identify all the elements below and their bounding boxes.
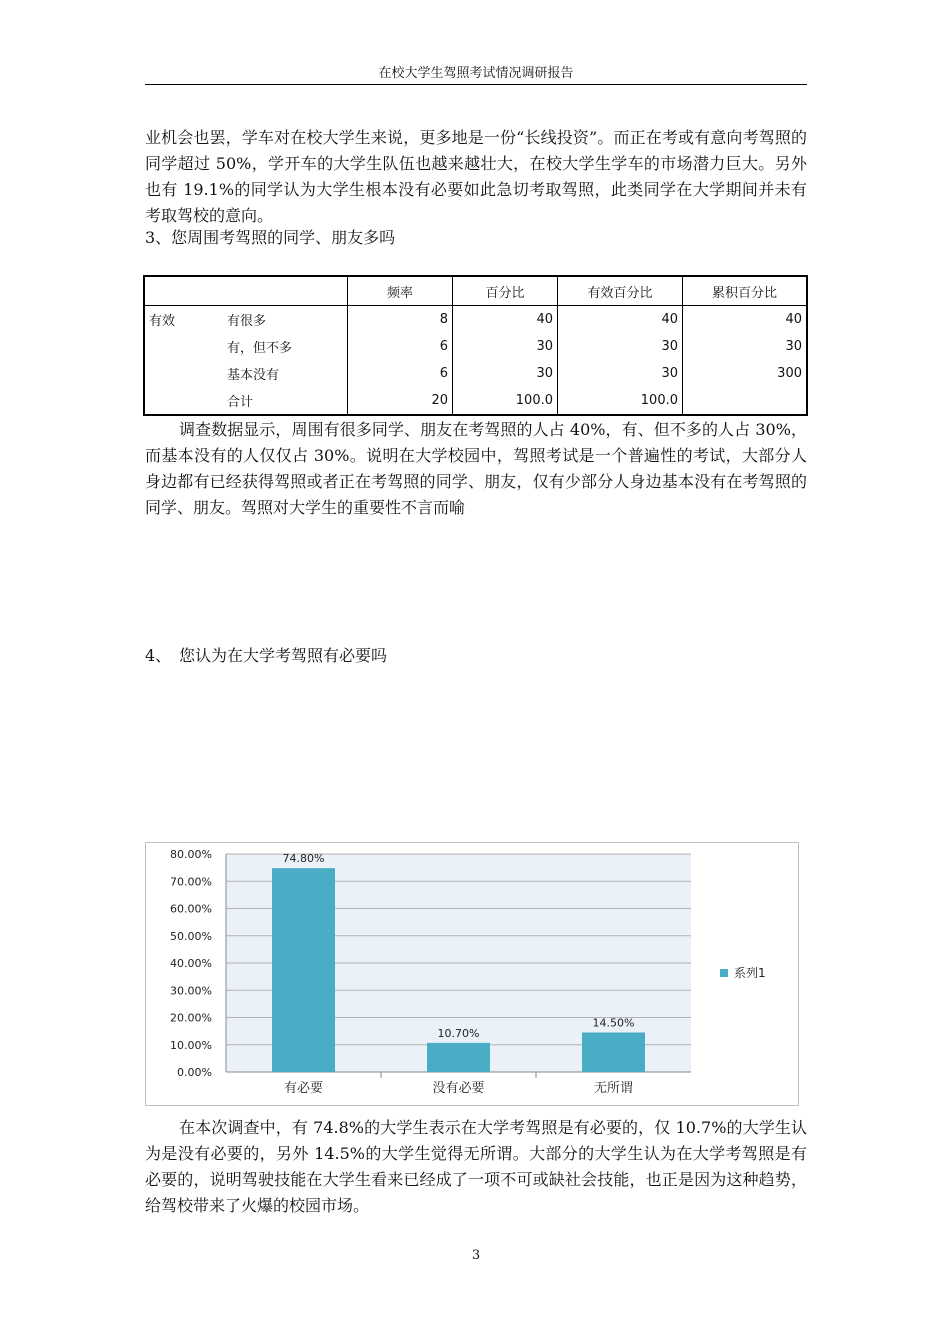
data-label: 10.70% <box>437 1026 480 1040</box>
header-rule <box>145 84 807 85</box>
cell-valid-percent: 30 <box>558 333 683 360</box>
cell-valid-percent: 100.0 <box>558 387 683 415</box>
table-header-row <box>144 276 807 306</box>
bar <box>582 1032 645 1072</box>
header-cumulative-percent: 累积百分比 <box>683 276 808 306</box>
cell-freq: 6 <box>348 360 453 387</box>
legend-swatch <box>720 969 728 977</box>
bar <box>272 868 335 1072</box>
header-blank <box>144 276 223 306</box>
row-label: 有，但不多 <box>227 341 293 356</box>
paragraph-chart-analysis: 在本次调查中，有 74.8%的大学生表示在大学考驾照是有必要的，仅 10.7%的大学生认为是没有必要的，另外 14.5%的大学生觉得无所谓。大部分的大学生认为在大学考驾照是有必要的，说明驾驶技能在大学生看来已经成了一项不可或缺社会技能，也正是因为这种趋势，给驾校带来了火爆的校园市场。 <box>145 1118 807 1215</box>
table-row <box>144 306 807 334</box>
header-valid-percent: 有效百分比 <box>558 276 683 306</box>
table-row <box>144 333 807 360</box>
cell-valid-percent: 30 <box>558 360 683 387</box>
bar-chart <box>145 842 799 1106</box>
question-4-text: 您认为在大学考驾照有必要吗 <box>179 646 388 665</box>
data-label: 74.80% <box>282 852 325 866</box>
table-row <box>144 387 807 415</box>
group-label-empty <box>144 333 223 360</box>
question-4-number: 4、 <box>145 646 172 665</box>
legend-label: 系列1 <box>734 966 766 980</box>
y-tick-label: 0.00% <box>177 1066 212 1079</box>
cell-freq: 20 <box>348 387 453 415</box>
cell-freq: 6 <box>348 333 453 360</box>
cell-percent: 30 <box>453 333 558 360</box>
cell-percent: 40 <box>453 306 558 334</box>
group-label-empty <box>144 387 223 415</box>
row-label: 基本没有 <box>227 368 280 383</box>
row-label: 合计 <box>227 395 254 410</box>
cell-freq: 8 <box>348 306 453 334</box>
bar <box>427 1043 490 1072</box>
frequency-table <box>143 275 808 416</box>
y-tick-label: 50.00% <box>170 929 212 943</box>
cell-valid-percent: 40 <box>558 306 683 334</box>
y-tick-label: 70.00% <box>170 875 212 889</box>
cell-cumulative-percent: 300 <box>683 360 808 387</box>
table-row <box>144 360 807 387</box>
y-tick-label: 20.00% <box>170 1011 212 1025</box>
cell-percent: 30 <box>453 360 558 387</box>
question-3-heading: 3、您周围考驾照的同学、朋友多吗 <box>145 228 396 247</box>
group-label-empty <box>144 360 223 387</box>
y-tick-label: 40.00% <box>170 957 212 970</box>
cell-percent: 100.0 <box>453 387 558 415</box>
x-tick-label: 没有必要 <box>432 1081 485 1096</box>
page-header-title: 在校大学生驾照考试情况调研报告 <box>378 66 574 81</box>
header-percent: 百分比 <box>453 276 558 306</box>
question-4-heading <box>145 645 387 667</box>
header-freq: 频率 <box>348 276 453 306</box>
bar-chart-svg <box>146 843 798 1105</box>
page-number: 3 <box>471 1248 481 1263</box>
data-label: 14.50% <box>592 1016 635 1030</box>
header-blank <box>223 276 348 306</box>
y-tick-label: 60.00% <box>170 902 212 916</box>
paragraph-intro: 业机会也罢，学车对在校大学生来说，更多地是一份“长线投资”。而正在考或有意向考驾照的同学超过 50%，学开车的大学生队伍也越来越壮大，在校大学生学车的市场潜力巨大。另外也有 19.1%的同学认为大学生根本没有必要如此急切考取驾照，此类同学在大学期间并未有考取驾校的意向。 <box>145 128 807 225</box>
x-tick-label: 有必要 <box>283 1081 324 1096</box>
cell-cumulative-percent: 40 <box>683 306 808 334</box>
y-tick-label: 80.00% <box>170 848 212 861</box>
cell-cumulative-percent: 30 <box>683 333 808 360</box>
x-tick-label: 无所谓 <box>593 1081 634 1096</box>
cell-cumulative-percent <box>683 387 808 415</box>
y-tick-label: 10.00% <box>170 1038 212 1052</box>
row-label: 有很多 <box>227 314 267 329</box>
paragraph-table-analysis: 调查数据显示，周围有很多同学、朋友在考驾照的人占 40%，有、但不多的人占 30%，而基本没有的人仅仅占 30%。说明在大学校园中，驾照考试是一个普遍性的考试，大部分人身边都有已经获得驾照或者正在考驾照的同学、朋友，仅有少部分人身边基本没有在考驾照的同学、朋友。驾照对大学生的重要性不言而喻 <box>145 420 807 517</box>
group-label: 有效 <box>149 314 176 329</box>
y-tick-label: 30.00% <box>170 984 212 998</box>
